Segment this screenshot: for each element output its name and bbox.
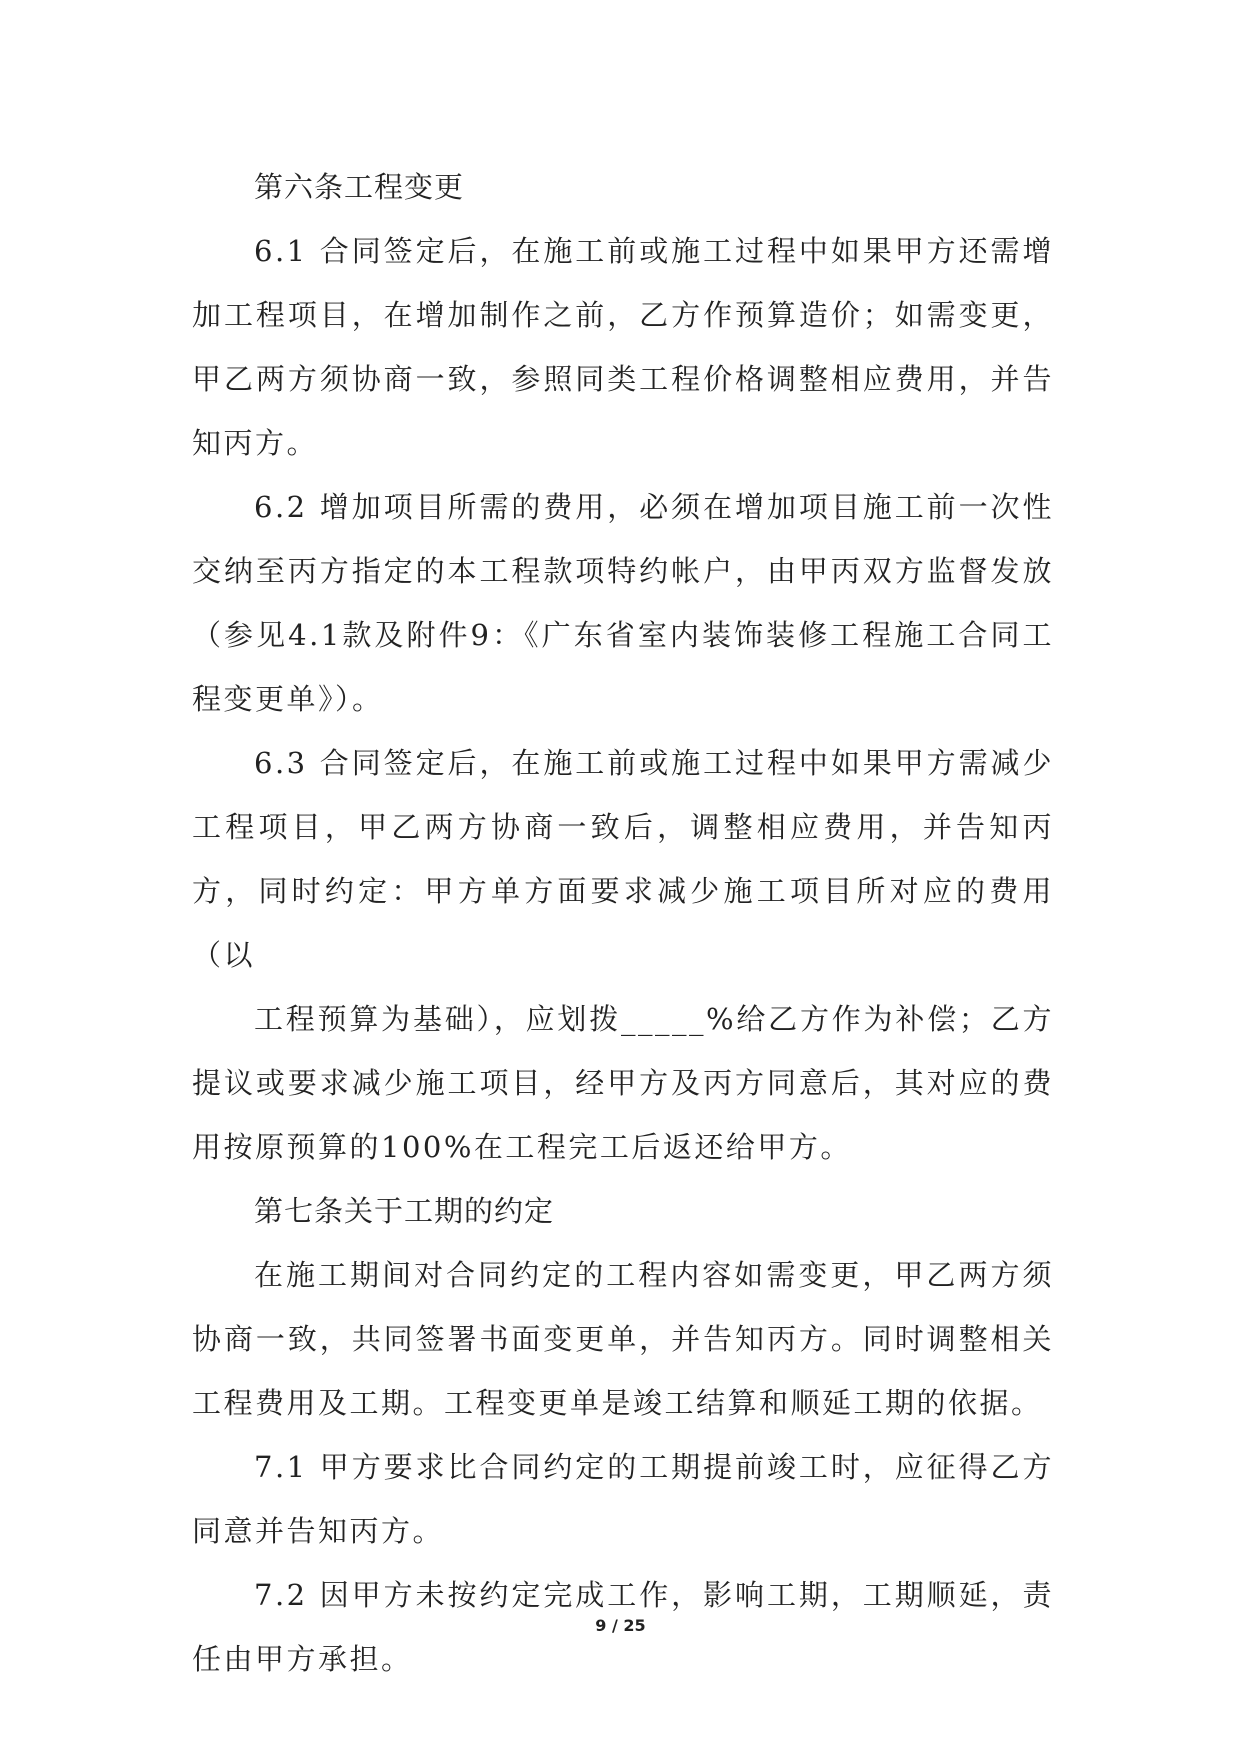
clause-7-1: 7.1 甲方要求比合同约定的工期提前竣工时，应征得乙方同意并告知丙方。 — [192, 1450, 1054, 1548]
page-number: 9 / 25 — [595, 1616, 646, 1635]
clause-6-2: 6.2 增加项目所需的费用，必须在增加项目施工前一次性交纳至丙方指定的本工程款项特约帐户，由甲丙双方监督发放（参见4.1款及附件9：《广东省室内装饰装修工程施工合同工程变更单》）。 — [192, 490, 1054, 716]
article-six-heading: 第六条工程变更 — [254, 170, 465, 204]
clause-7-2: 7.2 因甲方未按约定完成工作，影响工期，工期顺延，责任由甲方承担。 — [192, 1578, 1054, 1676]
article-seven-heading: 第七条关于工期的约定 — [254, 1194, 555, 1228]
clause-6-3-continued: 工程预算为基础），应划拨_____%给乙方作为补偿；乙方提议或要求减少施工项目，经甲方及丙方同意后，其对应的费用按原预算的100%在工程完工后返还给甲方。 — [192, 1002, 1054, 1164]
clause-6-3: 6.3 合同签定后，在施工前或施工过程中如果甲方需减少工程项目，甲乙两方协商一致后，调整相应费用，并告知丙方，同时约定：甲方单方面要求减少施工项目所对应的费用（以 — [192, 746, 1054, 972]
article-seven-intro: 在施工期间对合同约定的工程内容如需变更，甲乙两方须协商一致，共同签署书面变更单，并告知丙方。同时调整相关工程费用及工期。工程变更单是竣工结算和顺延工期的依据。 — [192, 1258, 1054, 1420]
page-body — [192, 155, 1054, 1691]
clause-6-1: 6.1 合同签定后，在施工前或施工过程中如果甲方还需增加工程项目，在增加制作之前，乙方作预算造价；如需变更，甲乙两方须协商一致，参照同类工程价格调整相应费用，并告知丙方。 — [192, 234, 1054, 460]
